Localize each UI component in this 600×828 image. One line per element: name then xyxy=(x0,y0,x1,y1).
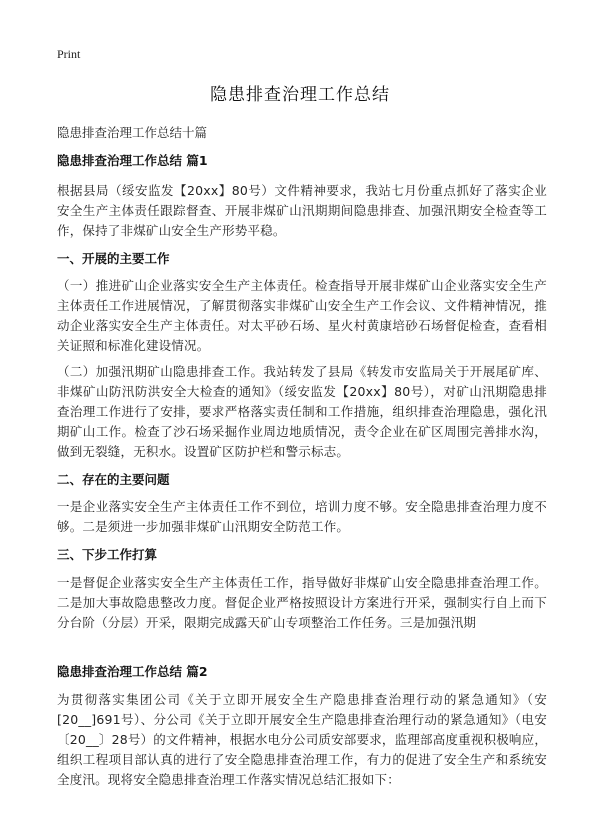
article1-section3-paragraph1: 一是督促企业落实安全生产主体责任工作，指导做好非煤矿山安全隐患排查治理工作。二是加大事故隐患整改力度。督促企业严格按照设计方案进行开采，强制实行自上而下分台阶（分层）开采，限期完成露天矿山专项整治工作任务。三是加强汛期 xyxy=(57,575,547,630)
document-subtitle: 隐患排查治理工作总结十篇 xyxy=(57,125,208,140)
section-heading-next-steps: 三、下步工作打算 xyxy=(57,547,158,562)
article2-intro: 为贯彻落实集团公司《关于立即开展安全生产隐患排查治理行动的紧急通知》（安[20__]691号）、分公司《关于立即开展安全生产隐患排查治理行动的紧急通知》（电安〔20__〕28号）的文件精神，根据水电分公司质安部要求，监理部高度重视积极响应，组织工程项目部认真的进行了安全隐患排查治理工作，有力的促进了安全生产和系统安全度汛。现将安全隐患排查治理工作落实情况总结汇报如下： xyxy=(57,692,548,787)
section-heading-problems: 二、存在的主要问题 xyxy=(57,472,170,487)
print-link[interactable]: Print xyxy=(57,47,81,61)
article-heading-2: 隐患排查治理工作总结 篇2 xyxy=(57,664,208,679)
article1-section2-paragraph1: 一是企业落实安全生产主体责任工作不到位，培训力度不够。安全隐患排查治理力度不够。二是须进一步加强非煤矿山汛期安全防范工作。 xyxy=(57,499,547,534)
document-title: 隐患排查治理工作总结 xyxy=(210,85,390,105)
section-heading-main-work: 一、开展的主要工作 xyxy=(57,251,170,266)
article-heading-1: 隐患排查治理工作总结 篇1 xyxy=(57,153,208,168)
article1-intro: 根据县局（绥安监发【20xx】80号）文件精神要求，我站七月份重点抓好了落实企业安全生产主体责任跟踪督查、开展非煤矿山汛期期间隐患排查、加强汛期安全检查等工作，保持了非煤矿山安全生产形势平稳。 xyxy=(57,183,547,238)
article1-section1-paragraph1: （一）推进矿山企业落实安全生产主体责任。检查指导开展非煤矿山企业落实安全生产主体责任工作进展情况，了解贯彻落实非煤矿山安全生产工作会议、文件精神情况，推动企业落实安全生产主体责任。对太平砂石场、星火村黄康培砂石场督促检查，查看相关证照和标准化建设情况。 xyxy=(57,278,547,353)
article1-section1-paragraph2: （二）加强汛期矿山隐患排查工作。我站转发了县局《转发市安监局关于开展尾矿库、非煤矿山防汛防洪安全大检查的通知》（绥安监发【20xx】80号），对矿山汛期隐患排查治理工作进行了安排，要求严格落实责任制和工作措施，组织排查治理隐患，强化汛期矿山工作。检查了沙石场采掘作业周边地质情况，责令企业在矿区周围完善排水沟，做到无裂缝，无积水。设置矿区防护栏和警示标志。 xyxy=(57,364,547,459)
